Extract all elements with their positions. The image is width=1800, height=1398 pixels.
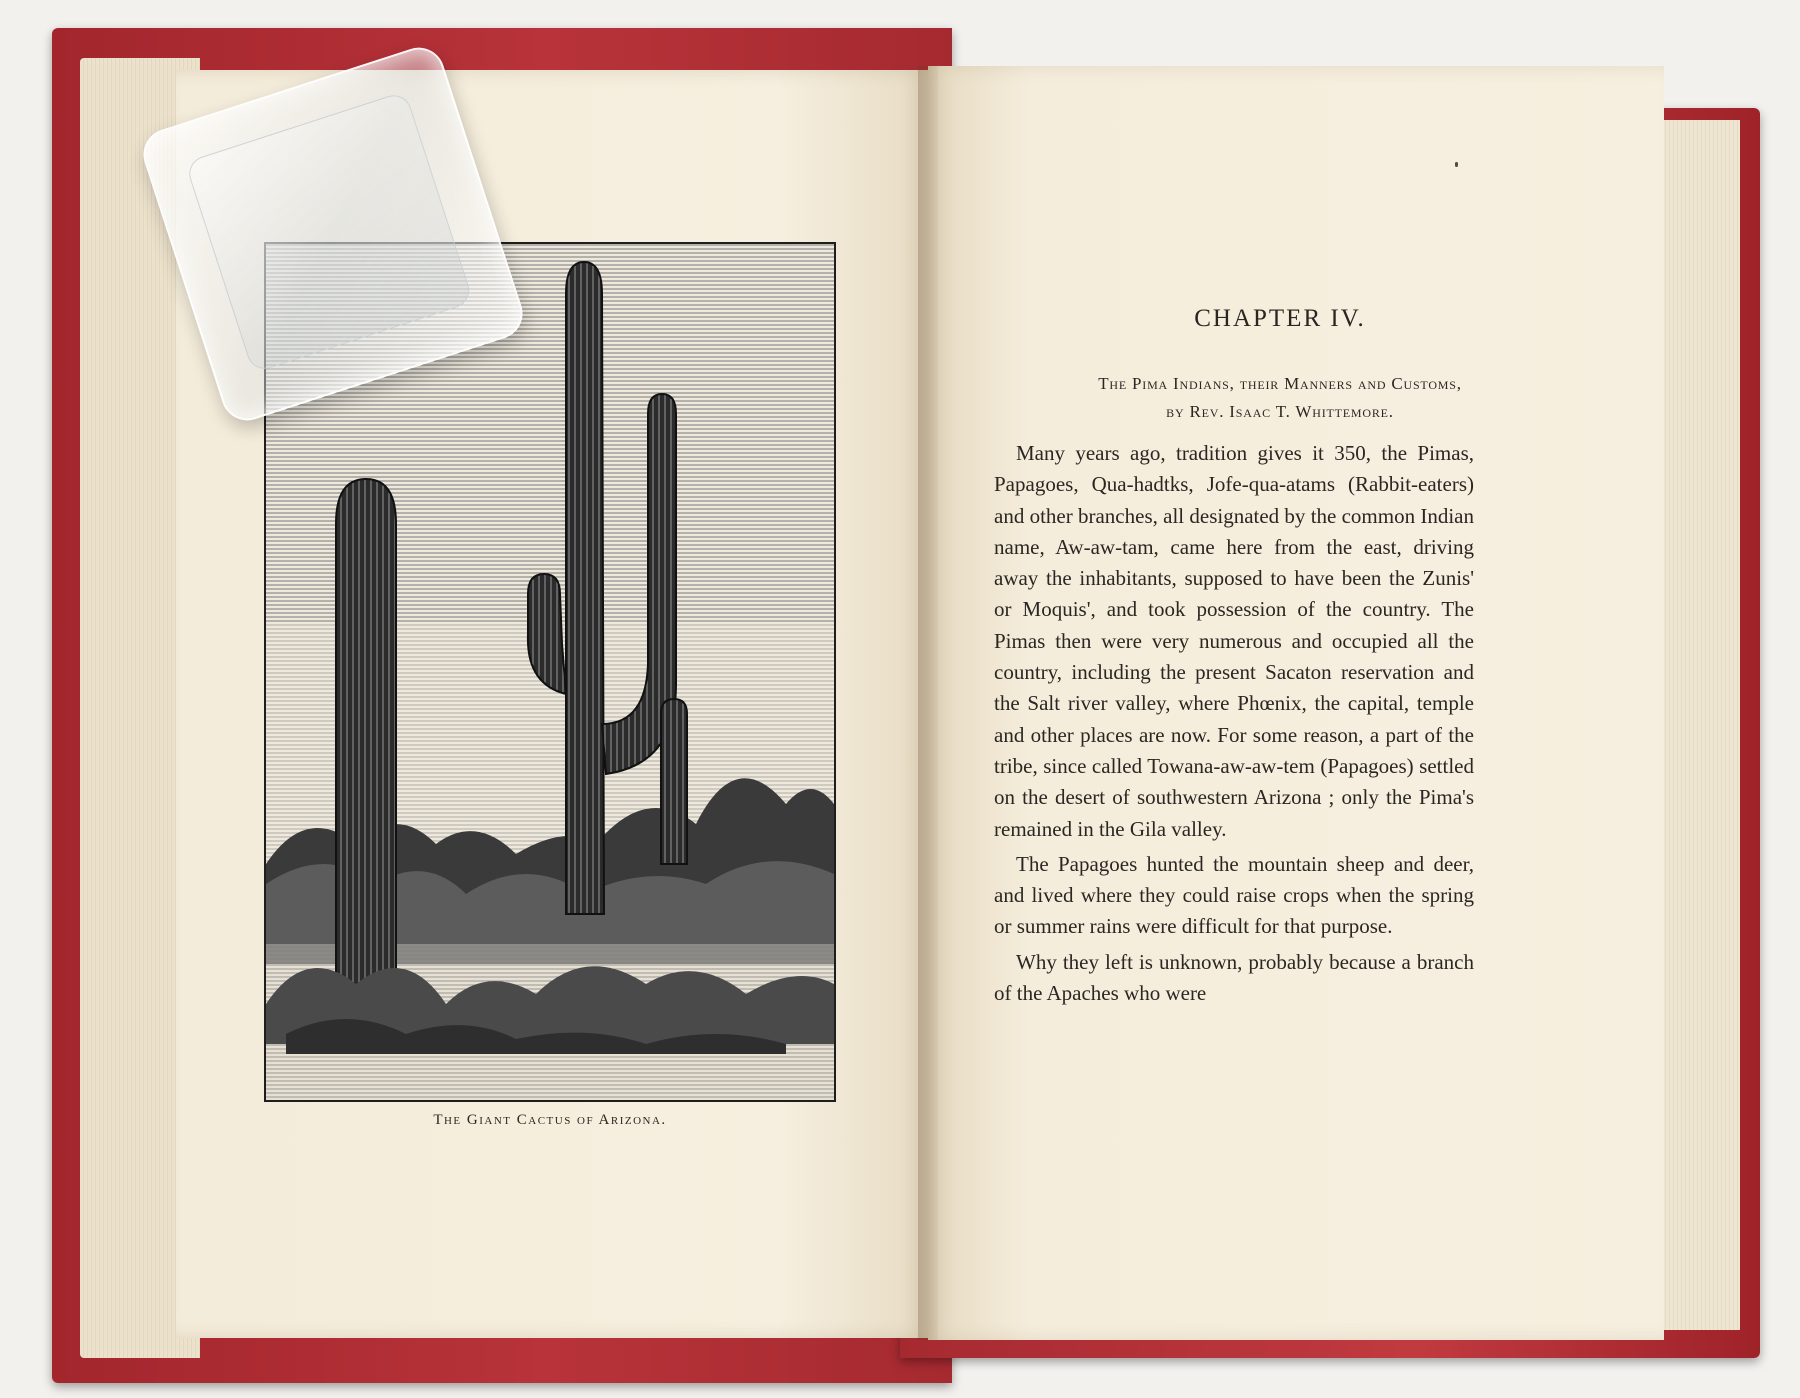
- paragraph-1: Many years ago, tradition gives it 350, the Pimas, Papagoes, Qua-hadtks, Jofe-qua-atams (Rabbit-eaters) and other branches, all designated by the common Indian name, Aw-aw-tam, came here from the east, driving away the inhabitants, supposed to have been the Zunis' or Moquis', and took possession of the country. The Pimas then were very numerous and occupied all the country, including the present Sacaton reservation and the Salt river valley, where Phœnix, the capital, temple and other places are now. For some reason, a part of the tribe, since called Towana-aw-aw-tem (Papagoes) settled on the desert of southwestern Arizona ; only the Pima's remained in the Gila valley.: [994, 441, 1474, 841]
- chapter-subtitle: [990, 370, 1570, 426]
- paragraph-3: Why they left is unknown, probably because a branch of the Apaches who were: [994, 949, 1474, 1006]
- book-gutter: [918, 66, 938, 1340]
- paragraph-2: The Papagoes hunted the mountain sheep and deer, and lived where they could raise crops when the spring or summer rains were difficult for that purpose.: [994, 851, 1474, 939]
- glass-paperweight-inner: [185, 91, 474, 374]
- chapter-title: CHAPTER IV.: [1194, 305, 1366, 332]
- chapter-body: [994, 438, 1474, 1013]
- illustration-caption: The Giant Cactus of Arizona.: [433, 1112, 667, 1128]
- subtitle-line-1: The Pima Indians, their Manners and Customs,: [1098, 374, 1462, 393]
- subtitle-line-2: by Rev. Isaac T. Whittemore.: [1166, 402, 1394, 421]
- paper-speck: [1455, 162, 1458, 167]
